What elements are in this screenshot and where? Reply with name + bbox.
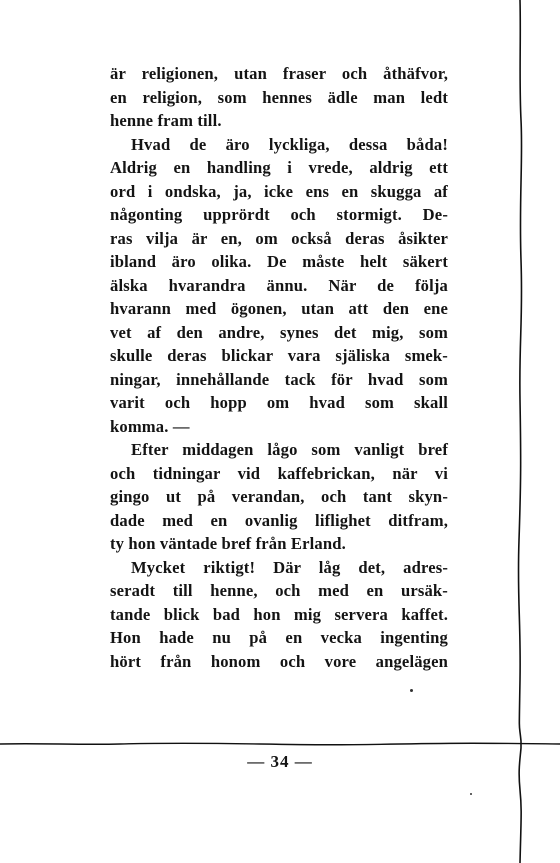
text-line: komma. —: [110, 416, 190, 436]
text-line: och tidningar vid kaffebrickan, när vi: [110, 463, 448, 483]
text-line: är religionen, utan fraser och åthäfvor,: [110, 64, 448, 83]
text-line: hvarann med ögonen, utan att den ene: [110, 299, 448, 318]
text-line: en religion, som hennes ädle man ledt: [110, 87, 448, 107]
text-line: ord i ondska, ja, icke ens en skugga af: [110, 181, 448, 201]
footer-rule: [0, 741, 560, 747]
ink-speck: [410, 689, 413, 692]
text-line: Hon hade nu på en vecka ingenting: [110, 628, 448, 647]
text-line: ibland äro olika. De måste helt säkert: [110, 252, 448, 271]
text-line: skulle deras blickar vara själiska smek-: [110, 346, 448, 365]
text-line: Aldrig en handling i vrede, aldrig ett: [110, 158, 448, 177]
text-line: Efter middagen lågo som vanligt bref: [131, 440, 448, 459]
page-edge-line: [510, 0, 530, 863]
text-line: någonting upprördt och stormigt. De-: [110, 205, 448, 224]
text-line: Mycket riktigt! Där låg det, adres-: [131, 557, 448, 577]
text-line: dade med en ovanlig liflighet ditfram,: [110, 510, 448, 530]
text-line: gingo ut på verandan, och tant skyn-: [110, 487, 448, 506]
text-line: varit och hopp om hvad som skall: [110, 393, 448, 412]
text-line: vet af den andre, synes det mig, som: [110, 322, 448, 342]
text-line: henne fram till.: [110, 111, 222, 130]
text-line: seradt till henne, och med en ursäk-: [110, 581, 448, 600]
text-line: hört från honom och vore angelägen: [110, 651, 448, 671]
page-number: — 34 —: [247, 752, 313, 771]
text-line: ningar, innehållande tack för hvad som: [110, 369, 448, 389]
text-line: ras vilja är en, om också deras åsikter: [110, 228, 448, 248]
ink-speck: [470, 793, 472, 795]
text-line: ty hon väntade bref från Erland.: [110, 534, 346, 553]
text-line: Hvad de äro lyckliga, dessa båda!: [131, 134, 448, 154]
text-line: tande blick bad hon mig servera kaffet.: [110, 604, 448, 624]
text-line: älska hvarandra ännu. När de följa: [110, 275, 448, 295]
body-text: [110, 62, 448, 673]
